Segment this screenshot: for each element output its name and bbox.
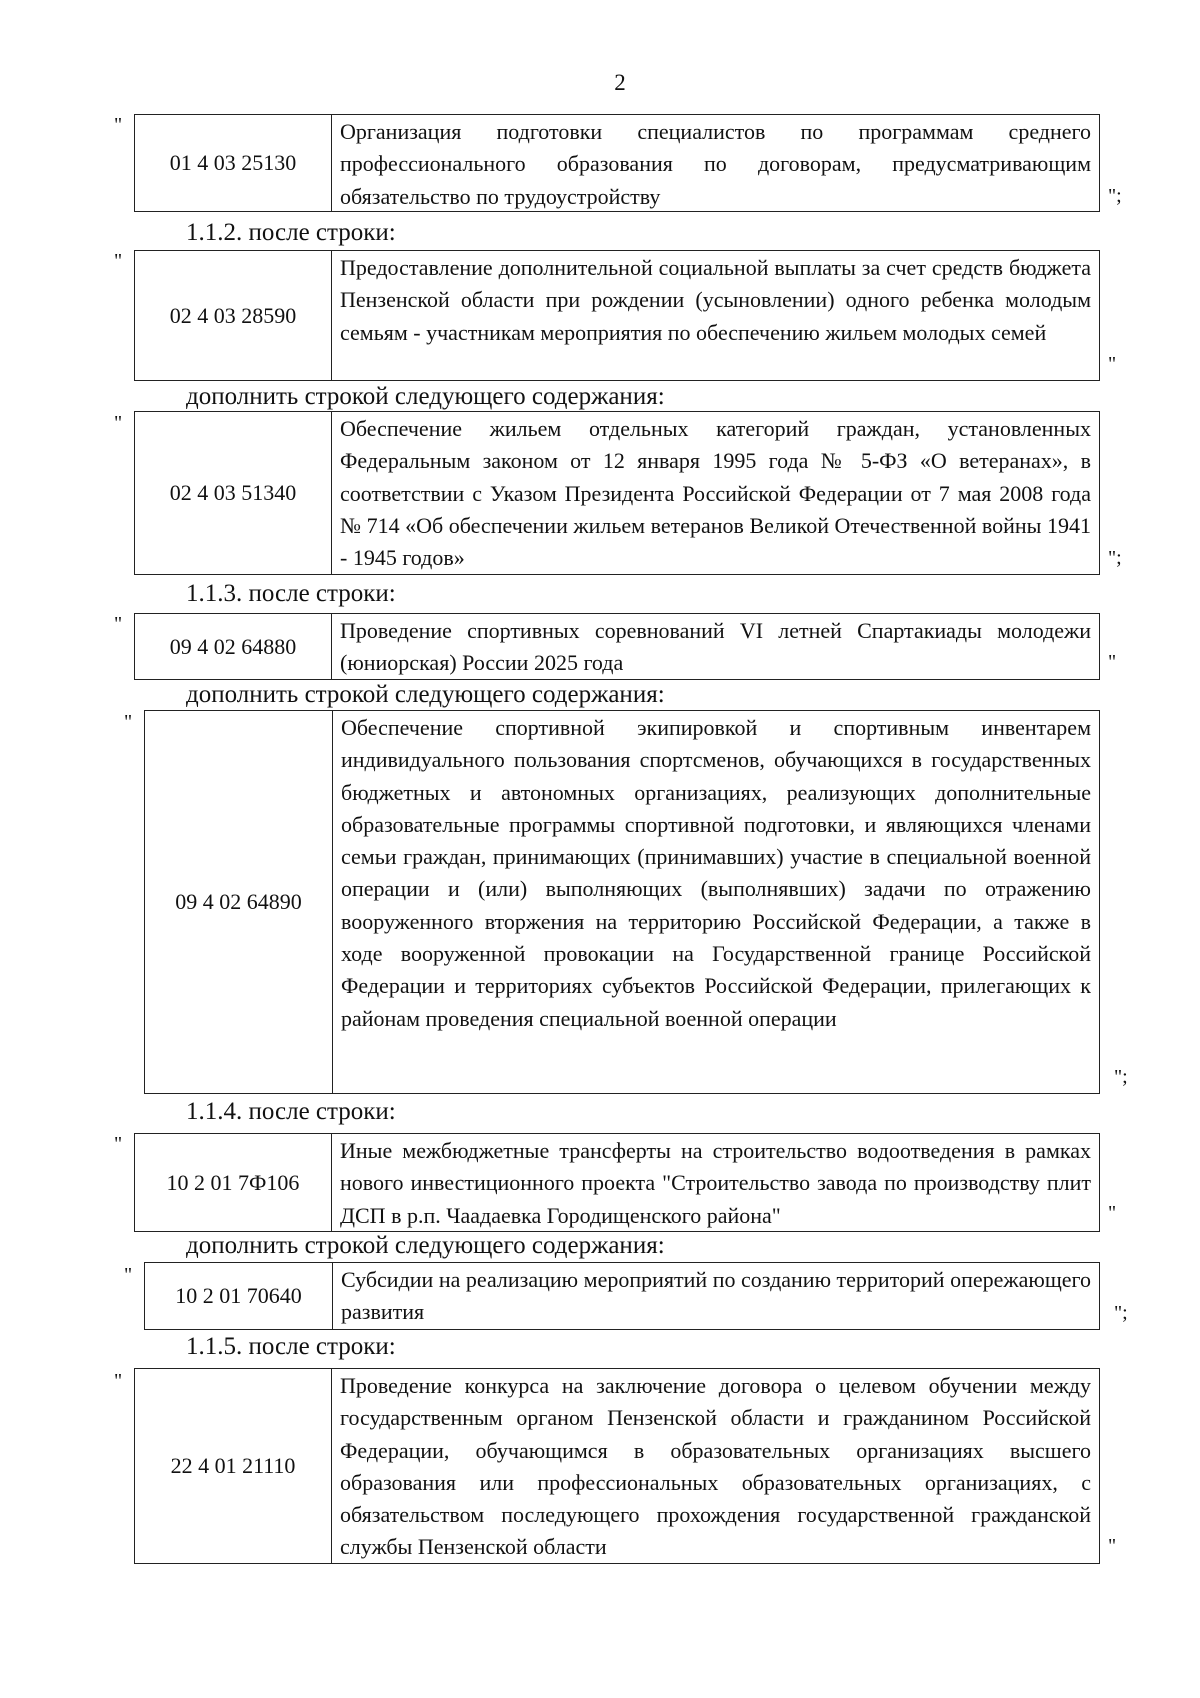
table-row [144, 710, 1100, 1094]
table-row [144, 1262, 1100, 1330]
close-quote: " [1108, 651, 1117, 673]
quote-semicolon: "; [1114, 1066, 1128, 1088]
row-description: Проведение спортивных соревнований VI летней Спартакиады молодежи (юниорская) России 2025 года [340, 618, 1091, 676]
close-quote: " [1108, 1535, 1117, 1557]
quote-semicolon: "; [1108, 185, 1122, 207]
page-number: 2 [614, 70, 626, 95]
row-description: Проведение конкурса на заключение договора о целевом обучении между государственным органом Пензенской области и гражданином Российской Федерации, обучающимся в образовательных организациях высшего образования или профессиональных образовательных организациях, с обязательством последующего прохождения государственной гражданской службы Пензенской области [340, 1373, 1091, 1560]
budget-code: 09 4 02 64890 [145, 711, 333, 1093]
open-quote: " [114, 250, 123, 272]
budget-code: 10 2 01 70640 [145, 1263, 333, 1329]
budget-code: 22 4 01 21110 [135, 1369, 332, 1563]
close-quote: " [1108, 1202, 1117, 1224]
table-row [134, 250, 1100, 381]
row-description: Субсидии на реализацию мероприятий по созданию территорий опережающего развития [341, 1267, 1091, 1325]
instruction-add-row: дополнить строкой следующего содержания: [186, 383, 665, 410]
table-row [134, 613, 1100, 680]
instruction-add-row: дополнить строкой следующего содержания: [186, 681, 665, 708]
close-quote: " [1108, 353, 1117, 375]
open-quote: " [124, 1264, 133, 1286]
table-row [134, 411, 1100, 575]
instruction-add-row: дополнить строкой следующего содержания: [186, 1232, 665, 1259]
row-description: Обеспечение спортивной экипировкой и спортивным инвентарем индивидуального пользования спортсменов, обучающихся в государственных бюджетных и автономных организациях, реализующих дополнительные образовательные программы спортивной подготовки, и являющихся членами семьи граждан, принимающих (принимавших) участие в специальной военной операции и (или) выполняющих (выполнявших) задачи по отражению вооруженного вторжения на территорию Российской Федерации, а также в ходе вооруженной провокации на Государственной границе Российской Федерации и территориях субъектов Российской Федерации, прилегающих к районам проведения специальной военной операции [341, 715, 1091, 1031]
budget-code: 02 4 03 51340 [135, 412, 332, 574]
row-description: Предоставление дополнительной социальной выплаты за счет средств бюджета Пензенской области при рождении (усыновлении) одного ребенка молодым семьям - участникам мероприятия по обеспечению жильем молодых семей [340, 255, 1091, 345]
open-quote: " [114, 613, 123, 635]
instruction-after-1-1-2: 1.1.2. после строки: [186, 219, 396, 246]
open-quote: " [114, 114, 123, 136]
table-row [134, 1133, 1100, 1232]
quote-semicolon: "; [1108, 547, 1122, 569]
instruction-after-1-1-4: 1.1.4. после строки: [186, 1098, 396, 1125]
row-description: Обеспечение жильем отдельных категорий граждан, установленных Федеральным законом от 12 января 1995 года № 5-ФЗ «О ветеранах», в соответствии с Указом Президента Российской Федерации от 7 мая 2008 года № 714 «Об обеспечении жильем ветеранов Великой Отечественной войны 1941 - 1945 годов» [340, 416, 1091, 571]
instruction-after-1-1-3: 1.1.3. после строки: [186, 580, 396, 607]
open-quote: " [124, 711, 133, 733]
table-row [134, 114, 1100, 212]
open-quote: " [114, 1133, 123, 1155]
budget-code: 10 2 01 7Ф106 [135, 1134, 332, 1231]
budget-code: 02 4 03 28590 [135, 251, 332, 380]
table-row [134, 1368, 1100, 1564]
row-description: Иные межбюджетные трансферты на строительство водоотведения в рамках нового инвестиционного проекта "Строительство завода по производству плит ДСП в р.п. Чаадаевка Городищенского района" [340, 1138, 1091, 1228]
open-quote: " [114, 1370, 123, 1392]
row-description: Организация подготовки специалистов по программам среднего профессионального образования по договорам, предусматривающим обязательство по трудоустройству [340, 119, 1091, 209]
open-quote: " [114, 412, 123, 434]
quote-semicolon: "; [1114, 1302, 1128, 1324]
budget-code: 01 4 03 25130 [135, 115, 332, 211]
instruction-after-1-1-5: 1.1.5. после строки: [186, 1333, 396, 1360]
budget-code: 09 4 02 64880 [135, 614, 332, 679]
